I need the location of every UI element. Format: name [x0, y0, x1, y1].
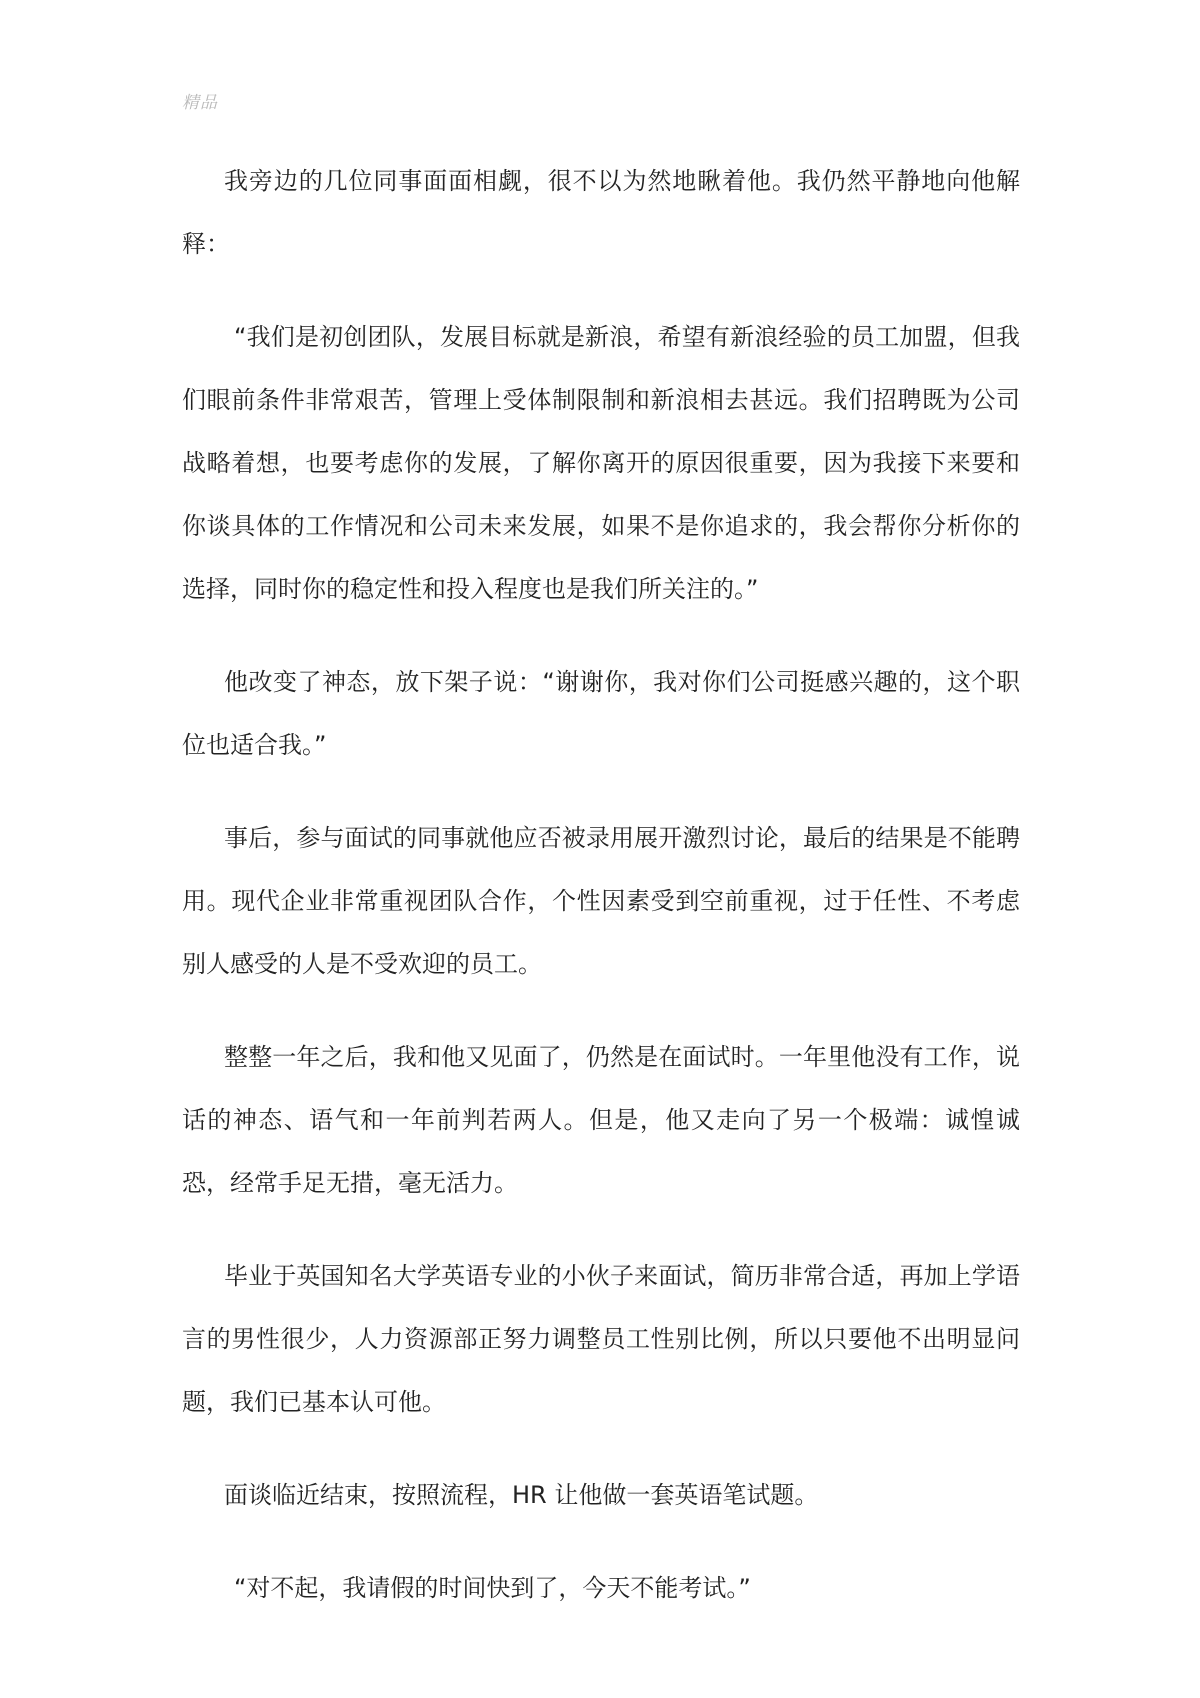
paragraph-4: 事后，参与面试的同事就他应否被录用展开激烈讨论，最后的结果是不能聘用。现代企业非常重视团队合作，个性因素受到空前重视，过于任性、不考虑别人感受的人是不受欢迎的员工。 [182, 824, 1020, 978]
paragraph-7: 面谈临近结束，按照流程，HR 让他做一套英语笔试题。 [224, 1481, 819, 1509]
paragraph-8: “对不起，我请假的时间快到了，今天不能考试。” [234, 1574, 751, 1602]
paragraph-1: 我旁边的几位同事面面相觑，很不以为然地瞅着他。我仍然平静地向他解释： [182, 167, 1020, 258]
header-watermark: 精品 [182, 93, 218, 113]
paragraph-5: 整整一年之后，我和他又见面了，仍然是在面试时。一年里他没有工作，说话的神态、语气和一年前判若两人。但是，他又走向了另一个极端：诚惶诚恐，经常手足无措，毫无活力。 [182, 1043, 1020, 1197]
paragraph-3: 他改变了神态，放下架子说：“谢谢你，我对你们公司挺感兴趣的，这个职位也适合我。” [182, 668, 1020, 759]
paragraph-6: 毕业于英国知名大学英语专业的小伙子来面试，简历非常合适，再加上学语言的男性很少，人力资源部正努力调整员工性别比例，所以只要他不出明显问题，我们已基本认可他。 [182, 1262, 1020, 1416]
document-body [182, 150, 1020, 1650]
paragraph-2: “我们是初创团队，发展目标就是新浪，希望有新浪经验的员工加盟，但我们眼前条件非常艰苦，管理上受体制限制和新浪相去甚远。我们招聘既为公司战略着想，也要考虑你的发展，了解你离开的原因很重要，因为我接下来要和你谈具体的工作情况和公司未来发展，如果不是你追求的，我会帮你分析你的选择，同时你的稳定性和投入程度也是我们所关注的。” [182, 323, 1020, 603]
